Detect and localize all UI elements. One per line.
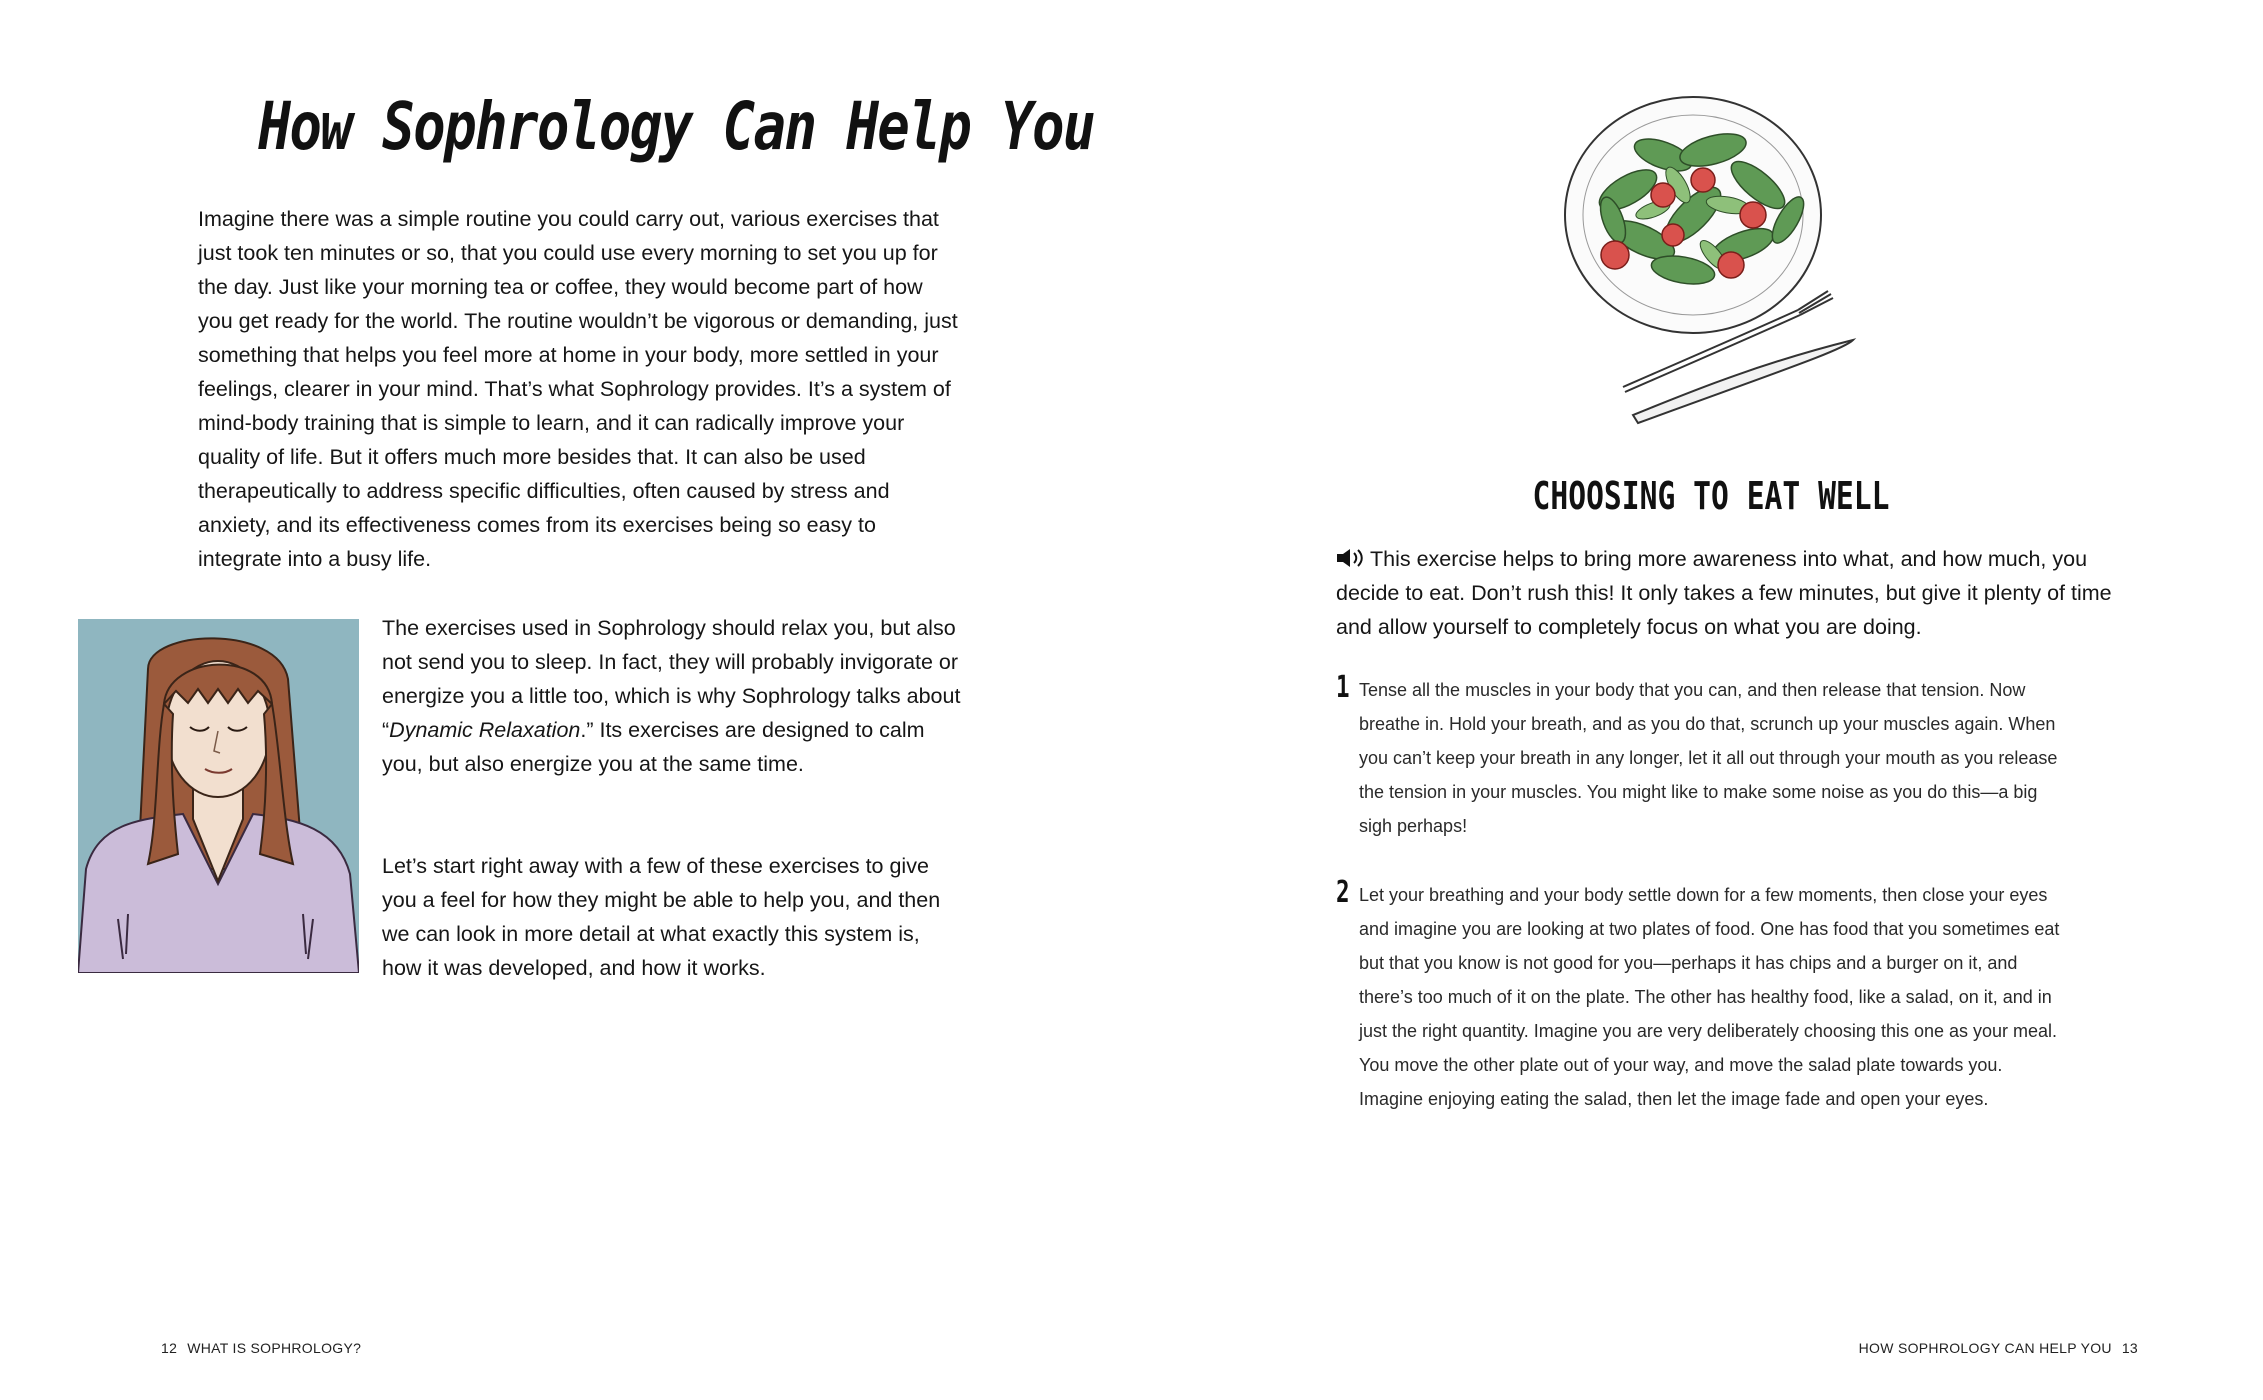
woman-portrait-illustration: [78, 619, 359, 973]
step-text: Tense all the muscles in your body that you can, and then release that tension. Now breathe in. Hold your breath, and as you do that, scrunch up your muscles again. When you can’t keep your breath in any longer, let it all out through your mouth as you release the tension in your muscles. You might like to make some noise as you do this—a big sigh perhaps!: [1359, 680, 2058, 836]
step-number: 2: [1336, 875, 1350, 910]
speaker-icon: [1336, 548, 1364, 568]
left-page: [0, 0, 1131, 1400]
para2-text-after: .” Its exercises are designed to calm you, but also energize you at the same time.: [382, 718, 925, 776]
para2-text-before: The exercises used in Sophrology should relax you, but also not send you to sleep. In fact, they will probably invigorate or energize you a little too, which is why Sophrology talks about “: [382, 616, 961, 742]
step-number: 1: [1336, 670, 1350, 705]
step-2: [1336, 875, 2096, 1116]
section-heading: CHOOSING TO EAT WELL: [1532, 474, 1890, 518]
dynamic-relaxation-paragraph: [382, 611, 962, 781]
footer-section-left: WHAT IS SOPHROLOGY?: [187, 1340, 362, 1356]
start-exercises-paragraph: Let’s start right away with a few of these exercises to give you a feel for how they might be able to help you, and then we can look in more detail at what exactly this system is, how it was developed, and how it works.: [382, 854, 941, 980]
step-text: Let your breathing and your body settle down for a few moments, then close your eyes and imagine you are looking at two plates of food. One has food that you sometimes eat but that you know is not good for you—perhaps it has chips and a burger on it, and there’s too much of it on the plate. The other has healthy food, like a salad, on it, and in just the right quantity. Imagine you are very deliberately choosing this one as your meal. You move the other plate out of your way, and move the salad plate towards you. Imagine enjoying eating the salad, then let the image fade and open your eyes.: [1359, 885, 2060, 1109]
step-1: [1336, 670, 2096, 843]
exercise-intro: [1336, 542, 2116, 644]
page-title: How Sophrology Can Help You: [258, 88, 1094, 165]
salad-plate-illustration: [1553, 95, 1863, 425]
right-page: [1131, 0, 2263, 1400]
exercise-intro-text: This exercise helps to bring more awareness into what, and how much, you decide to eat. Don’t rush this! It only takes a few minutes, but give it plenty of time and allow yourself to completely focus on what you are doing.: [1336, 547, 2112, 639]
page-number-left: 12: [161, 1340, 178, 1356]
footer-section-right: HOW SOPHROLOGY CAN HELP YOU: [1858, 1340, 2112, 1356]
page-number-right: 13: [2121, 1340, 2138, 1356]
intro-paragraph: Imagine there was a simple routine you could carry out, various exercises that just took ten minutes or so, that you could use every morning to set you up for the day. Just like your morning tea or coffee, they would become part of how you get ready for the world. The routine wouldn’t be vigorous or demanding, just something that helps you feel more at home in your body, more settled in your feelings, clearer in your mind. That’s what Sophrology provides. It’s a system of mind-body training that is simple to learn, and it can radically improve your quality of life. But it offers much more besides that. It can also be used therapeutically to address specific difficulties, often caused by stress and anxiety, and its effectiveness comes from its exercises being so easy to integrate into a busy life.: [198, 207, 958, 571]
dynamic-relaxation-term: Dynamic Relaxation: [389, 718, 581, 742]
right-footer: [1859, 1340, 2148, 1356]
left-footer: [151, 1340, 361, 1356]
